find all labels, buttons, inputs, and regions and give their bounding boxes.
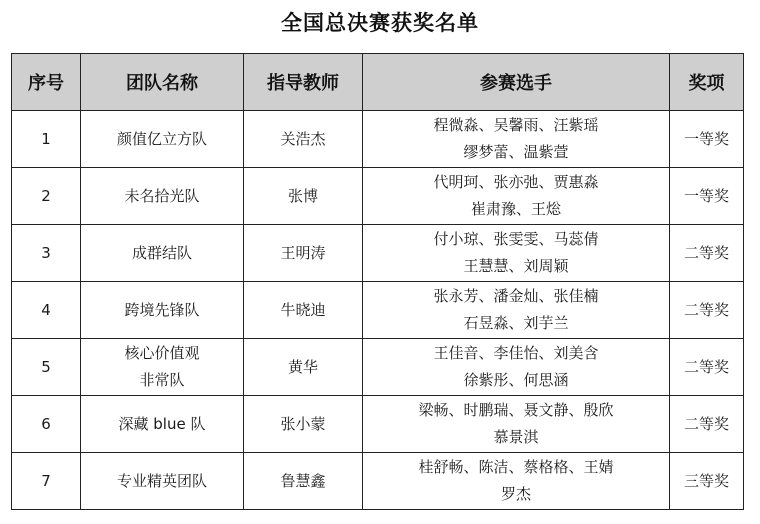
row-number: 6 [12,396,81,453]
team-name [81,453,244,510]
players-line: 付小琼、张雯雯、马蕊倩 [433,230,599,248]
table-row [12,396,744,453]
table-row [12,168,744,225]
row-number: 2 [12,168,81,225]
award: 二等奖 [670,225,744,282]
players-line: 程微淼、吴馨雨、汪紫瑶 [433,116,599,134]
row-number: 7 [12,453,81,510]
team-name-line: 成群结队 [131,243,192,262]
players [363,225,670,282]
players [363,396,670,453]
header-row [12,54,744,111]
team-name [81,168,244,225]
table-row [12,453,744,510]
team-name [81,282,244,339]
award: 三等奖 [670,453,744,510]
players-line: 缪梦蕾、温紫萱 [463,143,569,161]
column-header-teacher: 指导教师 [244,54,363,111]
players [363,453,670,510]
team-name-line: 深藏 blue 队 [118,414,206,433]
players [363,339,670,396]
teacher-name: 鲁慧鑫 [244,453,363,510]
teacher-name: 张小蒙 [244,396,363,453]
award: 二等奖 [670,396,744,453]
team-name-line: 核心价值观 [124,344,200,362]
award: 二等奖 [670,339,744,396]
table-row [12,339,744,396]
team-name [81,225,244,282]
players [363,168,670,225]
teacher-name: 黄华 [244,339,363,396]
team-name-line: 专业精英团队 [116,471,207,490]
column-header-team: 团队名称 [81,54,244,111]
column-header-no: 序号 [12,54,81,111]
team-name-line: 未名拾光队 [124,186,200,205]
teacher-name: 张博 [244,168,363,225]
table-row [12,282,744,339]
players-line: 梁畅、时鹏瑞、聂文静、殷欣 [418,401,614,419]
award: 一等奖 [670,168,744,225]
players-line: 张永芳、潘金灿、张佳楠 [433,287,599,305]
players-line: 代明珂、张亦弛、贾惠淼 [433,173,599,191]
awards-table [11,53,744,510]
team-name-line: 跨境先锋队 [124,300,200,319]
team-name-line: 非常队 [139,371,185,389]
teacher-name: 牛晓迪 [244,282,363,339]
players-line: 崔肃豫、王焧 [470,200,561,218]
team-name [81,111,244,168]
team-name [81,339,244,396]
table-row [12,225,744,282]
players-line: 徐紫彤、何思涵 [463,371,569,389]
players-line: 王慧慧、刘周颖 [463,257,569,275]
team-name-line: 颜值亿立方队 [116,129,207,148]
players [363,282,670,339]
award: 一等奖 [670,111,744,168]
players-line: 慕景淇 [493,428,539,446]
column-header-award: 奖项 [670,54,744,111]
players-line: 王佳音、李佳怡、刘美含 [433,344,599,362]
players-line: 石昱淼、刘芋兰 [463,314,569,332]
players [363,111,670,168]
table-row [12,111,744,168]
teacher-name: 王明涛 [244,225,363,282]
players-line: 桂舒畅、陈洁、蔡格格、王婧 [418,458,614,476]
row-number: 3 [12,225,81,282]
row-number: 1 [12,111,81,168]
row-number: 5 [12,339,81,396]
row-number: 4 [12,282,81,339]
team-name [81,396,244,453]
teacher-name: 关浩杰 [244,111,363,168]
award: 二等奖 [670,282,744,339]
page-title: 全国总决赛获奖名单 [281,10,479,35]
players-line: 罗杰 [500,485,531,503]
column-header-players: 参赛选手 [363,54,670,111]
